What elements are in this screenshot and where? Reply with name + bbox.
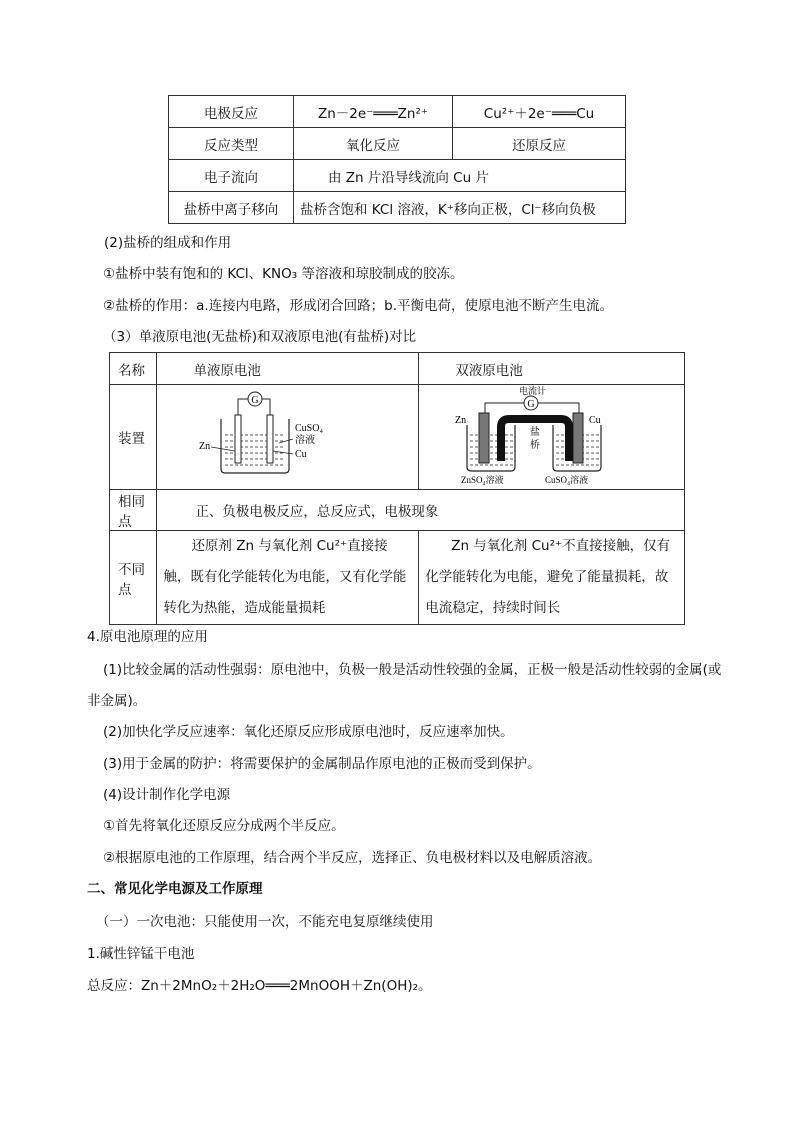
paragraph: (1)比较金属的活动性强弱：原电池中，负极一般是活动性较强的金属，正极一般是活动性较弱的金属(或 [103,662,722,678]
cu-label: Cu [295,449,308,460]
anode-cell: Zn－2e⁻═══Zn²⁺ [294,96,453,128]
zn-label: Zn [455,415,467,426]
paragraph: (2)盐桥的组成和作用 [104,235,232,251]
same-text: 正、负极电极反应，总反应式，电极现象 [157,490,685,531]
table-row [169,128,626,160]
solution-label: 溶液 [295,435,316,446]
table-row [110,490,685,531]
paragraph: 非金属)。 [87,693,147,709]
paragraph: ①盐桥中装有饱和的 KCl、KNO₃ 等溶液和琼胶制成的胶冻。 [103,266,464,282]
table-row [110,531,685,625]
row-label: 电子流向 [169,160,294,192]
beaker-icon [467,425,515,471]
table-row [169,160,626,192]
solution-icon [470,435,513,465]
diff-left: 还原剂 Zn 与氧化剂 Cu²⁺直接接触，既有化学能转化为电能，又有化学能转化为热能，造成能量损耗 [157,531,419,625]
row-label: 装置 [110,385,157,490]
zn-label: Zn [199,441,211,452]
paragraph: （一）一次电池：只能使用一次，不能充电复原继续使用 [96,914,434,930]
section-title: 4.原电池原理的应用 [87,629,208,645]
electrode-table [168,95,626,224]
bridge-label: 盐 [530,427,541,438]
paragraph: (3)用于金属的防护：将需要保护的金属制品作原电池的正极而受到保护。 [103,756,541,772]
span-cell: 由 Zn 片沿导线流向 Cu 片 [294,160,626,192]
header-cell: 双液原电池 [419,353,685,385]
table-row [169,96,626,128]
paragraph: （3）单液原电池(无盐桥)和双液原电池(有盐桥)对比 [103,329,417,345]
cu-electrode-icon [267,415,273,463]
diff-right: Zn 与氧化剂 Cu²⁺不直接接触，仅有化学能转化为电能，避免了能量损耗，故电流稳定，持续时间长 [419,531,685,625]
table-row [169,192,626,224]
row-label: 盐桥中离子移向 [169,192,294,224]
cuso4-label: CuSO₄溶液 [545,475,589,485]
paragraph: 总反应：Zn＋2MnO₂＋2H₂O═══2MnOOH＋Zn(OH)₂。 [87,978,432,994]
znso4-label: ZnSO₄溶液 [461,475,504,485]
meter-label: G [251,395,260,406]
single-cell-svg [163,385,399,485]
anode-cell: 氧化反应 [294,128,453,160]
paragraph: (4)设计制作化学电源 [103,787,231,803]
cu-electrode-icon [573,413,583,463]
span-cell: 盐桥含饱和 KCl 溶液，K⁺移向正极，Cl⁻移向负极 [294,192,626,224]
cu-label: Cu [589,415,601,426]
paragraph: 1.碱性锌锰干电池 [87,946,195,962]
cuso4-label: CuSO₄ [295,423,324,434]
paragraph: (2)加快化学反应速率：氧化还原反应形成原电池时，反应速率加快。 [103,724,514,740]
row-label: 电极反应 [169,96,294,128]
comparison-table [109,352,685,625]
double-cell-svg [425,385,665,485]
single-cell-diagram [157,385,419,490]
double-cell-diagram [419,385,685,490]
paragraph: ②盐桥的作用：a.连接内电路，形成闭合回路；b.平衡电荷，使原电池不断产生电流。 [103,298,614,314]
paragraph: ②根据原电池的工作原理，结合两个半反应，选择正、负电极材料以及电解质溶液。 [103,850,602,866]
table-row [110,385,685,490]
table-row [110,353,685,385]
meter-label: G [527,399,535,410]
solution-icon [225,435,285,465]
row-label: 不同点 [110,531,157,625]
header-cell: 名称 [110,353,157,385]
header-cell: 单液原电池 [157,353,419,385]
row-label: 相同点 [110,490,157,531]
cathode-cell: Cu²⁺＋2e⁻═══Cu [453,96,626,128]
zn-electrode-icon [235,415,241,463]
paragraph: ①首先将氧化还原反应分成两个半反应。 [103,818,345,834]
section-title: 二、常见化学电源及工作原理 [87,881,263,897]
bridge-label: 桥 [530,440,541,451]
cathode-cell: 还原反应 [453,128,626,160]
zn-electrode-icon [479,413,489,463]
row-label: 反应类型 [169,128,294,160]
meter-title: 电流计 [519,386,547,396]
